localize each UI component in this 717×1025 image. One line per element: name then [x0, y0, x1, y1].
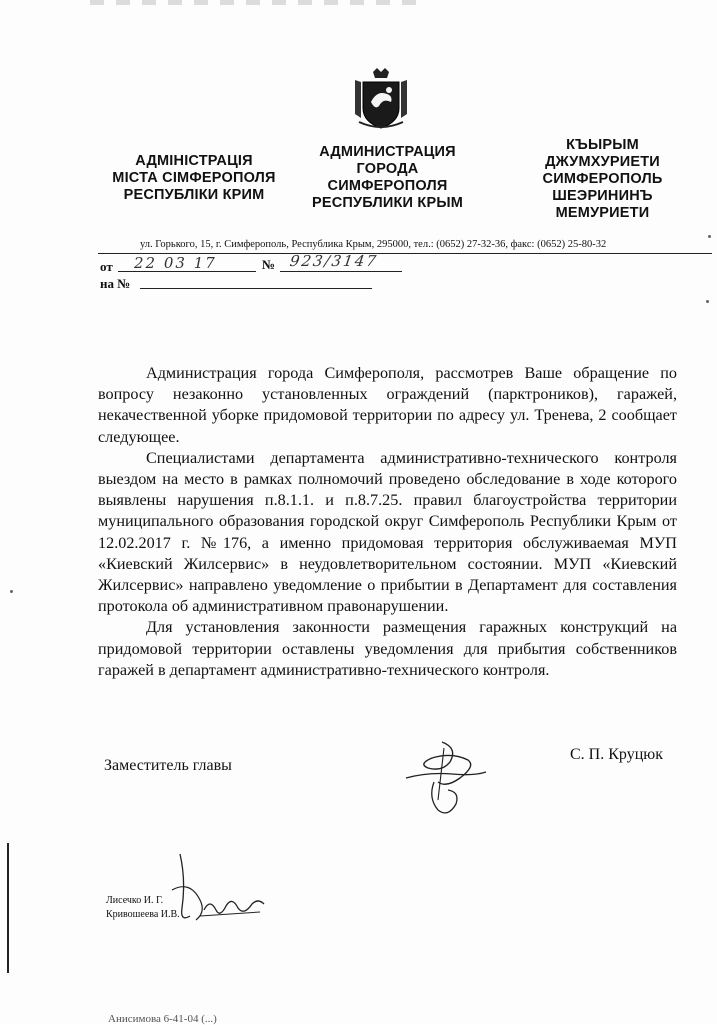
- scan-dot: [706, 300, 709, 303]
- number-value: 923/3147: [288, 252, 380, 270]
- body-paragraph: Администрация города Симферополя, рассмотрев Ваше обращение по вопросу незаконно установленных ограждений (парктроников), гаражей, некачественной уборке придомовой территории по адресу ул. Тренева, 2 сообщает следующее.: [98, 364, 677, 446]
- org-ua-line: РЕСПУБЛІКИ КРИМ: [123, 187, 265, 203]
- date-label: от: [100, 259, 113, 274]
- org-ct-line: КЪЫРЫМ: [566, 137, 639, 153]
- org-name-crimean-tatar: [520, 137, 685, 222]
- cut-off-footer-text: Анисимова 6-41-04 (...): [108, 1013, 217, 1025]
- scan-dot: [10, 590, 13, 593]
- letterhead-address: ул. Горького, 15, г. Симферополь, Республика Крым, 295000, тел.: (0652) 27-32-36, факс: (0652) 25-80-32: [140, 239, 607, 250]
- scan-dot: [708, 235, 711, 238]
- org-name-russian: [305, 144, 470, 212]
- scan-artifact-top: [90, 0, 420, 5]
- org-ct-line: ДЖУМХУРИЕТИ: [545, 154, 660, 170]
- number-underline: [280, 271, 402, 272]
- signatory-position: Заместитель главы: [104, 757, 232, 774]
- coat-of-arms-icon: [353, 68, 409, 130]
- org-ct-line: СИМФЕРОПОЛЬ: [542, 171, 663, 187]
- handwritten-signature: [398, 738, 490, 820]
- body-paragraph: Для установления законности размещения гаражных конструкций на придомовой территории оставлены уведомления для прибытия собственников гаражей в департамент административно-технического контроля.: [98, 618, 677, 679]
- org-ct-line: ШЕЭРИНИНЪ: [552, 188, 653, 204]
- letter-body: [98, 363, 677, 681]
- number-label: №: [262, 257, 276, 272]
- org-ru-line: СИМФЕРОПОЛЯ: [327, 178, 448, 194]
- org-name-ukrainian: [98, 153, 290, 204]
- reply-to-underline: [140, 288, 372, 289]
- org-ua-line: АДМІНІСТРАЦІЯ: [135, 153, 253, 169]
- org-ru-line: АДМИНИСТРАЦИЯ: [319, 144, 456, 160]
- org-ua-line: МІСТА СІМФЕРОПОЛЯ: [112, 170, 276, 186]
- signatory-name: С. П. Круцюк: [570, 746, 663, 763]
- org-ru-line: РЕСПУБЛИКИ КРЫМ: [311, 195, 463, 211]
- executors-block: [106, 894, 180, 922]
- executor-name: Лисечко И. Г.: [106, 895, 164, 906]
- org-ct-line: МЕМУРИЕТИ: [555, 205, 650, 221]
- body-paragraph: Специалистами департамента административно-технического контроля выездом на место в рамках полномочий проведено обследование в ходе которого выявлены нарушения п.8.1.1. и п.8.7.25. правил благоустройства территории муниципального образования городской округ Симферополь Республики Крым от 12.02.2017 г. №176, а именно придомовая территория обслуживаемая МУП «Киевский Жилсервис» в неудовлетворительном состоянии. МУП «Киевский Жилсервис» направлено уведомление о прибытии в Департамент для составления протокола об административном правонарушении.: [98, 448, 677, 616]
- org-ru-line: ГОРОДА: [356, 161, 419, 177]
- scan-margin-line: [7, 843, 9, 973]
- date-value: 22 03 17: [134, 254, 217, 272]
- executor-name: Кривошеева И.В.: [106, 909, 180, 920]
- reply-to-label: на №: [100, 276, 131, 291]
